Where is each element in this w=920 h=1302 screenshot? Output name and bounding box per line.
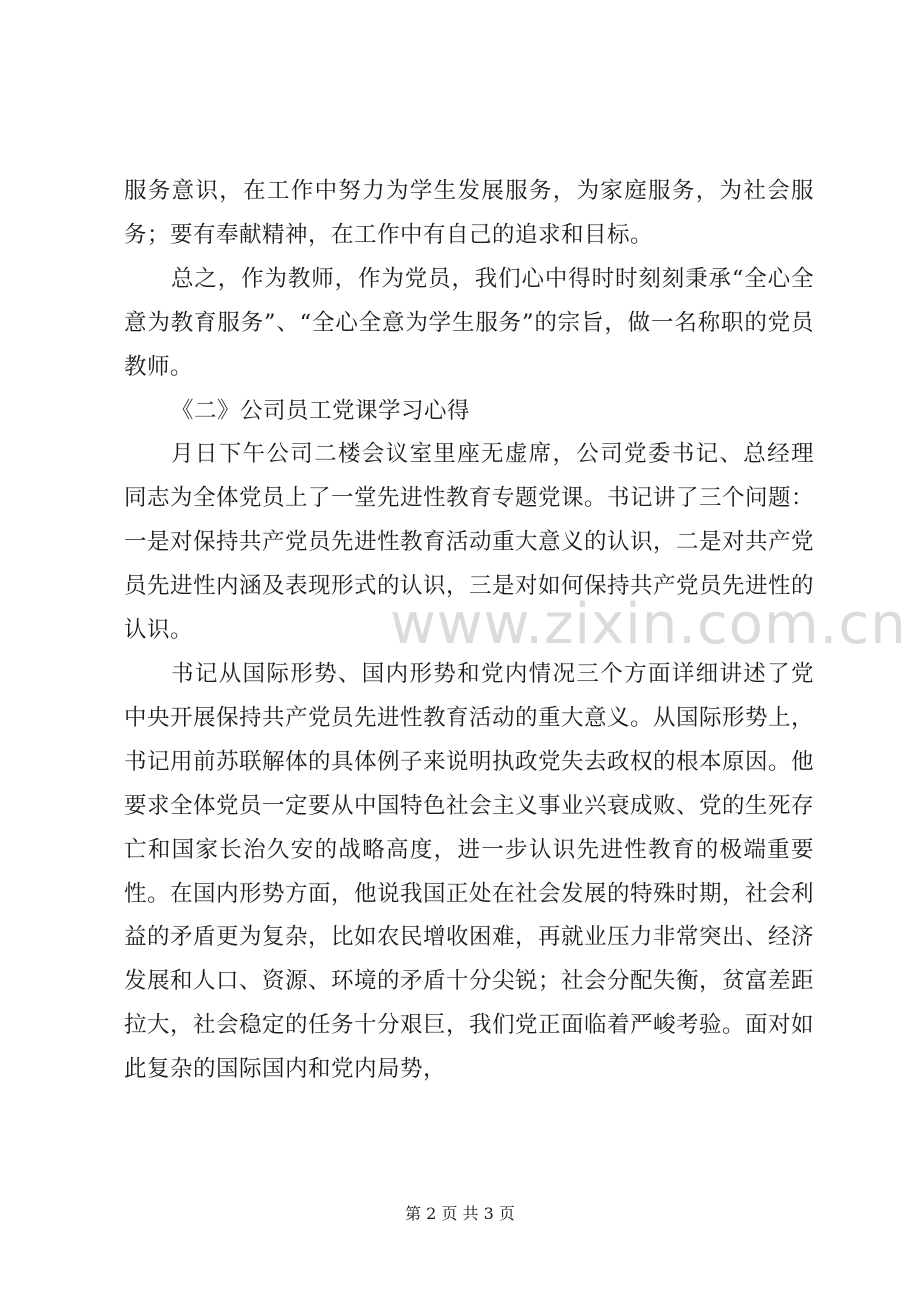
paragraph-body: 书记从国际形势、国内形势和党内情况三个方面详细讲述了党中央开展保持共产党员先进性教育活动的重大意义。从国际形势上，书记用前苏联解体的具体例子来说明执政党失去政权的根本原因。他要求全体党员一定要从中国特色社会主义事业兴衰成败、党的生死存亡和国家长治久安的战略高度，进一步认识先进性教育的极端重要性。在国内形势方面，他说我国正处在社会发展的特殊时期，社会利益的矛盾更为复杂，比如农民增收困难，再就业压力非常突出、经济发展和人口、资源、环境的矛盾十分尖锐；社会分配失衡，贫富差距拉大，社会稳定的任务十分艰巨，我们党正面临着严峻考验。面对如此复杂的国际国内和党内局势， [124,660,815,1083]
section-heading: 《二》公司员工党课学习心得 [171,397,471,424]
watermark: www.zixin.com.cn [390,592,907,657]
paragraph-intro: 月日下午公司二楼会议室里座无虚席，公司党委书记、总经理同志为全体党员上了一堂先进性教育专题党课。书记讲了三个问题：一是对保持共产党员先进性教育活动重大意义的认识，二是对共产党员先进性内涵及表现形式的认识，三是对如何保持共产党员先进性的认识。 [124,441,815,644]
paragraph-conclusion: 总之，作为教师，作为党员，我们心中得时时刻刻秉承“全心全意为教育服务”、“全心全意为学生服务”的宗旨，做一名称职的党员教师。 [124,265,814,380]
document-body [124,170,814,1092]
page-number-footer: 第 2 页 共 3 页 [405,1204,515,1223]
paragraph-continuation: 服务意识，在工作中努力为学生发展服务，为家庭服务，为社会服务；要有奉献精神，在工作中有自己的追求和目标。 [124,178,814,248]
